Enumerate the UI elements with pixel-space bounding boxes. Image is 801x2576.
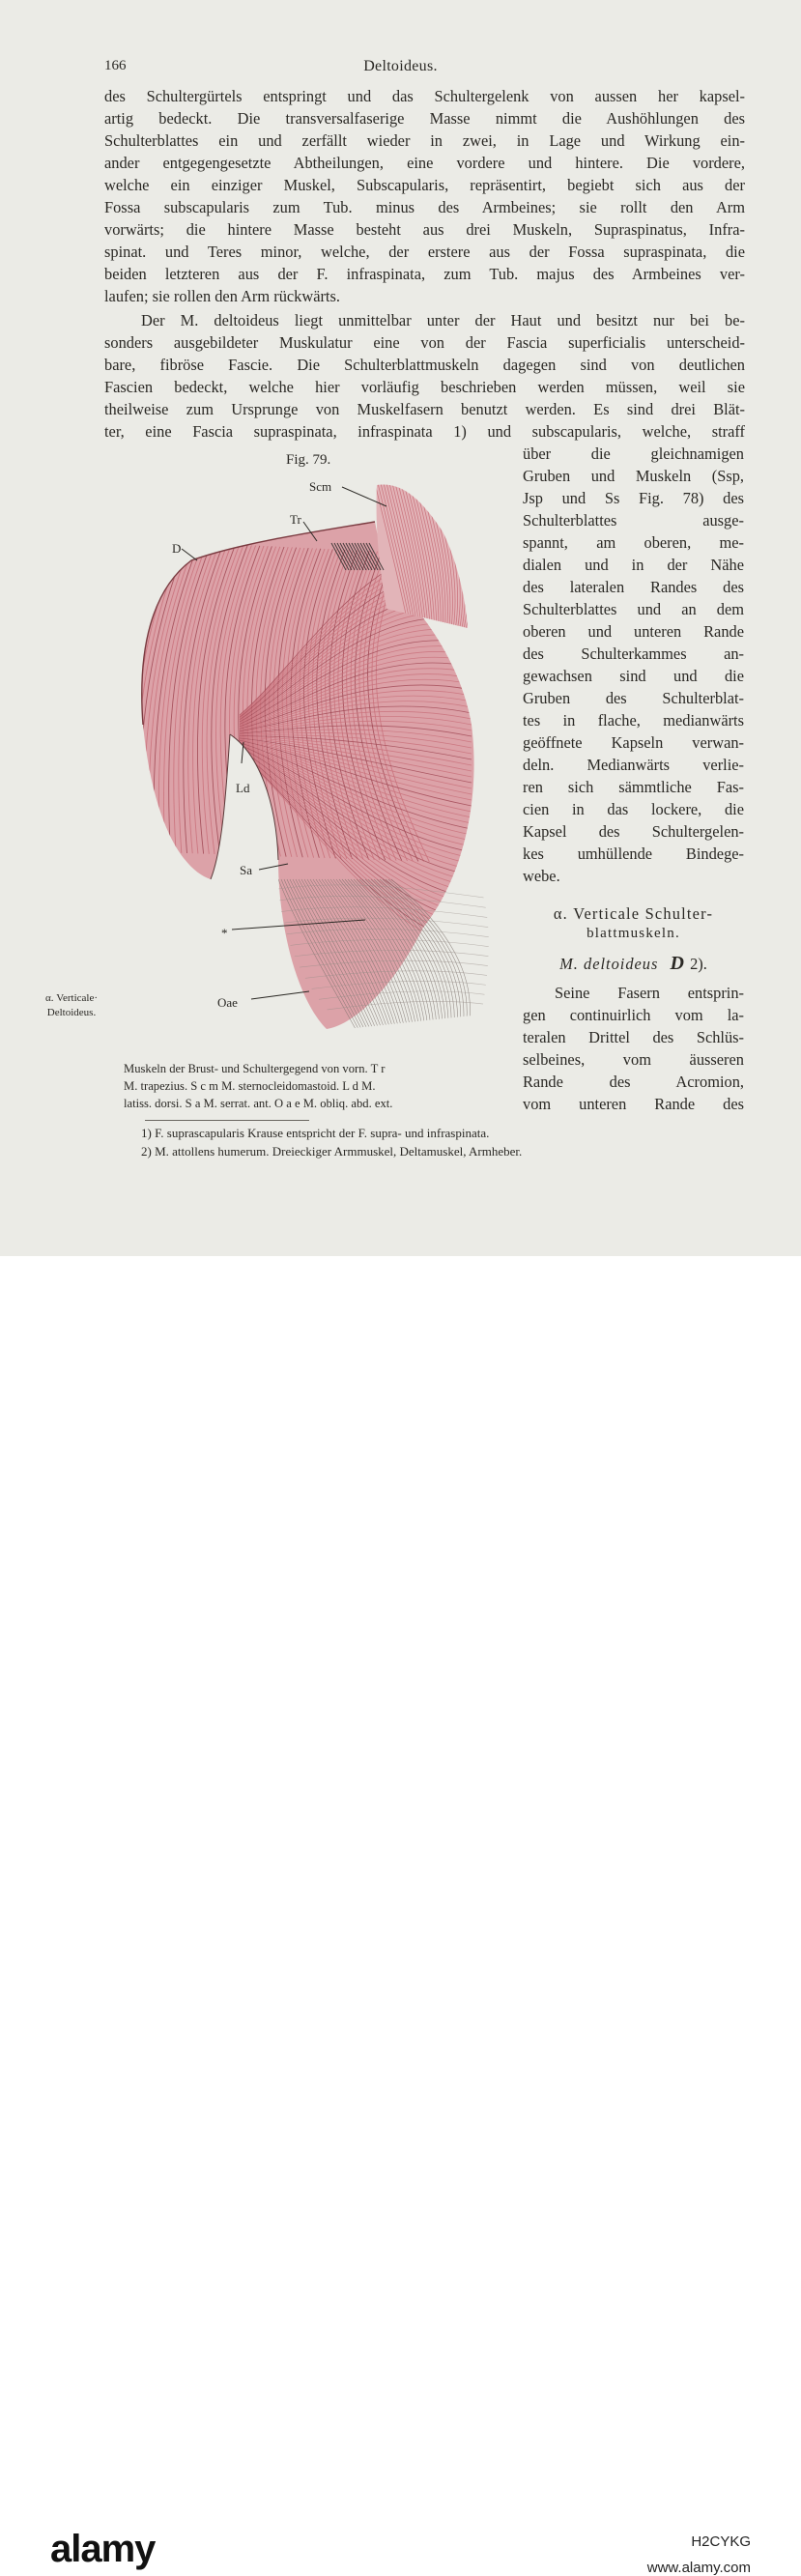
watermark-logo: alamy: [50, 2528, 156, 2570]
column-line: des lateralen Randes des: [523, 578, 744, 596]
image-id: H2CYKG: [691, 2533, 751, 2550]
muscle-heading: [523, 953, 744, 975]
column-line: Kapsel des Schultergelen-: [523, 822, 744, 841]
column-line: webe.: [523, 867, 560, 885]
text-line: Fascien bedeckt, welche hier vorläufig beschrieben werden müssen, weil sie: [104, 378, 745, 396]
column-line: gen continuirlich vom la-: [523, 1006, 744, 1024]
figure-label: Fig. 79.: [286, 452, 331, 468]
figure-label-sa: Sa: [240, 863, 252, 877]
footnote: 2) M. attollens humerum. Dreieckiger Armmuskel, Deltamuskel, Armheber.: [141, 1144, 523, 1159]
column-line: ren sich sämmtliche Fas-: [523, 778, 744, 796]
text-line: ander entgegengesetzte Abtheilungen, eine vordere und hintere. Die vordere,: [104, 154, 745, 172]
section-heading: α. Verticale Schulter-: [553, 904, 714, 923]
margin-note: [33, 991, 110, 1020]
column-line: tes in flache, medianwärts: [523, 711, 744, 730]
text-line: artig bedeckt. Die transversalfaserige Masse nimmt die Aushöhlungen des: [104, 109, 745, 128]
column-line: Jsp und Ss Fig. 78) des: [523, 489, 744, 507]
column-line: vom unteren Rande des: [523, 1095, 744, 1113]
column-line: kes umhüllende Bindege-: [523, 844, 744, 863]
figure-caption: M. trapezius. S c m M. sternocleidomastoid. L d M.: [124, 1079, 376, 1093]
text-line: welche ein einziger Muskel, Subscapularis, repräsentirt, begiebt sich aus der: [104, 176, 745, 194]
figure-label-tr: Tr: [290, 512, 301, 527]
column-line: Gruben des Schulterblat-: [523, 689, 744, 707]
column-line: geöffnete Kapseln verwan-: [523, 733, 744, 752]
muscle-name: M. deltoideus: [559, 955, 659, 973]
figure-label-d: D: [172, 541, 182, 556]
column-line: teralen Drittel des Schlüs-: [523, 1028, 744, 1046]
muscle-symbol: D: [670, 953, 684, 974]
muscle-illustration: [133, 473, 501, 1034]
margin-note-line: Deltoideus.: [46, 1007, 97, 1018]
figure-label-oae: Oae: [217, 995, 238, 1010]
figure-caption: latiss. dorsi. S a M. serrat. ant. O a e M. obliq. abd. ext.: [124, 1097, 393, 1110]
book-page: [0, 0, 801, 1256]
text-line: Schulterblattes ein und zerfällt wieder in zwei, in Lage und Wirkung ein-: [104, 131, 745, 150]
figure-caption: Muskeln der Brust- und Schultergegend von vorn. T r: [124, 1062, 386, 1075]
text-line: bare, fibröse Fascie. Die Schulterblattmuskeln dagegen sind von deutlichen: [104, 356, 745, 374]
column-line: gewachsen sind und die: [523, 667, 744, 685]
column-line: selbeines, vom äusseren: [523, 1050, 744, 1069]
column-line: dialen und in der Nähe: [523, 556, 744, 574]
margin-note-line: α. Verticale·: [44, 992, 98, 1004]
running-title: Deltoideus.: [363, 58, 438, 74]
text-line: theilweise zum Ursprunge von Muskelfasern benutzt werden. Es sind drei Blät-: [104, 400, 745, 418]
column-line: Schulterblattes ausge-: [523, 511, 744, 530]
figure-label-scm: Scm: [309, 479, 332, 494]
text-line: beiden letzteren aus der F. infraspinata, zum Tub. majus des Armbeines ver-: [104, 265, 745, 283]
text-line: laufen; sie rollen den Arm rückwärts.: [104, 287, 340, 305]
figure-label-ld: Ld: [236, 781, 250, 795]
text-line: Fossa subscapularis zum Tub. minus des Armbeines; sie rollt den Arm: [104, 198, 745, 216]
footnote-rule: [145, 1120, 309, 1121]
column-line: des Schulterkammes an-: [523, 644, 744, 663]
text-line: Der M. deltoideus liegt unmittelbar unter der Haut und besitzt nur bei be-: [141, 311, 745, 329]
section-heading: blattmuskeln.: [586, 926, 680, 941]
column-line: Schulterblattes und an dem: [523, 600, 744, 618]
column-line: oberen und unteren Rande: [523, 622, 744, 641]
text-line: ter, eine Fascia supraspinata, infraspinata 1) und subscapularis, welche, straff: [104, 422, 745, 441]
text-line: vorwärts; die hintere Masse besteht aus drei Muskeln, Supraspinatus, Infra-: [104, 220, 745, 239]
watermark-url: www.alamy.com: [646, 2560, 751, 2576]
footnote: 1) F. suprascapularis Krause entspricht der F. supra- und infraspinata.: [141, 1126, 490, 1140]
column-line: spannt, am oberen, me-: [523, 533, 744, 552]
column-line: Seine Fasern entsprin-: [555, 984, 744, 1002]
column-line: cien in das lockere, die: [523, 800, 744, 818]
column-line: deln. Medianwärts verlie-: [523, 756, 744, 774]
text-line: spinat. und Teres minor, welche, der erstere aus der Fossa supraspinata, die: [104, 243, 745, 261]
muscle-footnote-ref: 2).: [690, 955, 707, 973]
column-line: über die gleichnamigen: [523, 444, 744, 463]
column-line: Gruben und Muskeln (Ssp,: [523, 467, 744, 485]
text-line: des Schultergürtels entspringt und das Schultergelenk von aussen her kapsel-: [104, 87, 745, 105]
text-line: sonders ausgebildeter Muskulatur eine von der Fascia superficialis unterscheid-: [104, 333, 745, 352]
column-line: Rande des Acromion,: [523, 1073, 744, 1091]
figure-label-star: *: [221, 926, 228, 940]
page-number: 166: [104, 58, 127, 73]
watermark-footer: [0, 1256, 801, 2576]
